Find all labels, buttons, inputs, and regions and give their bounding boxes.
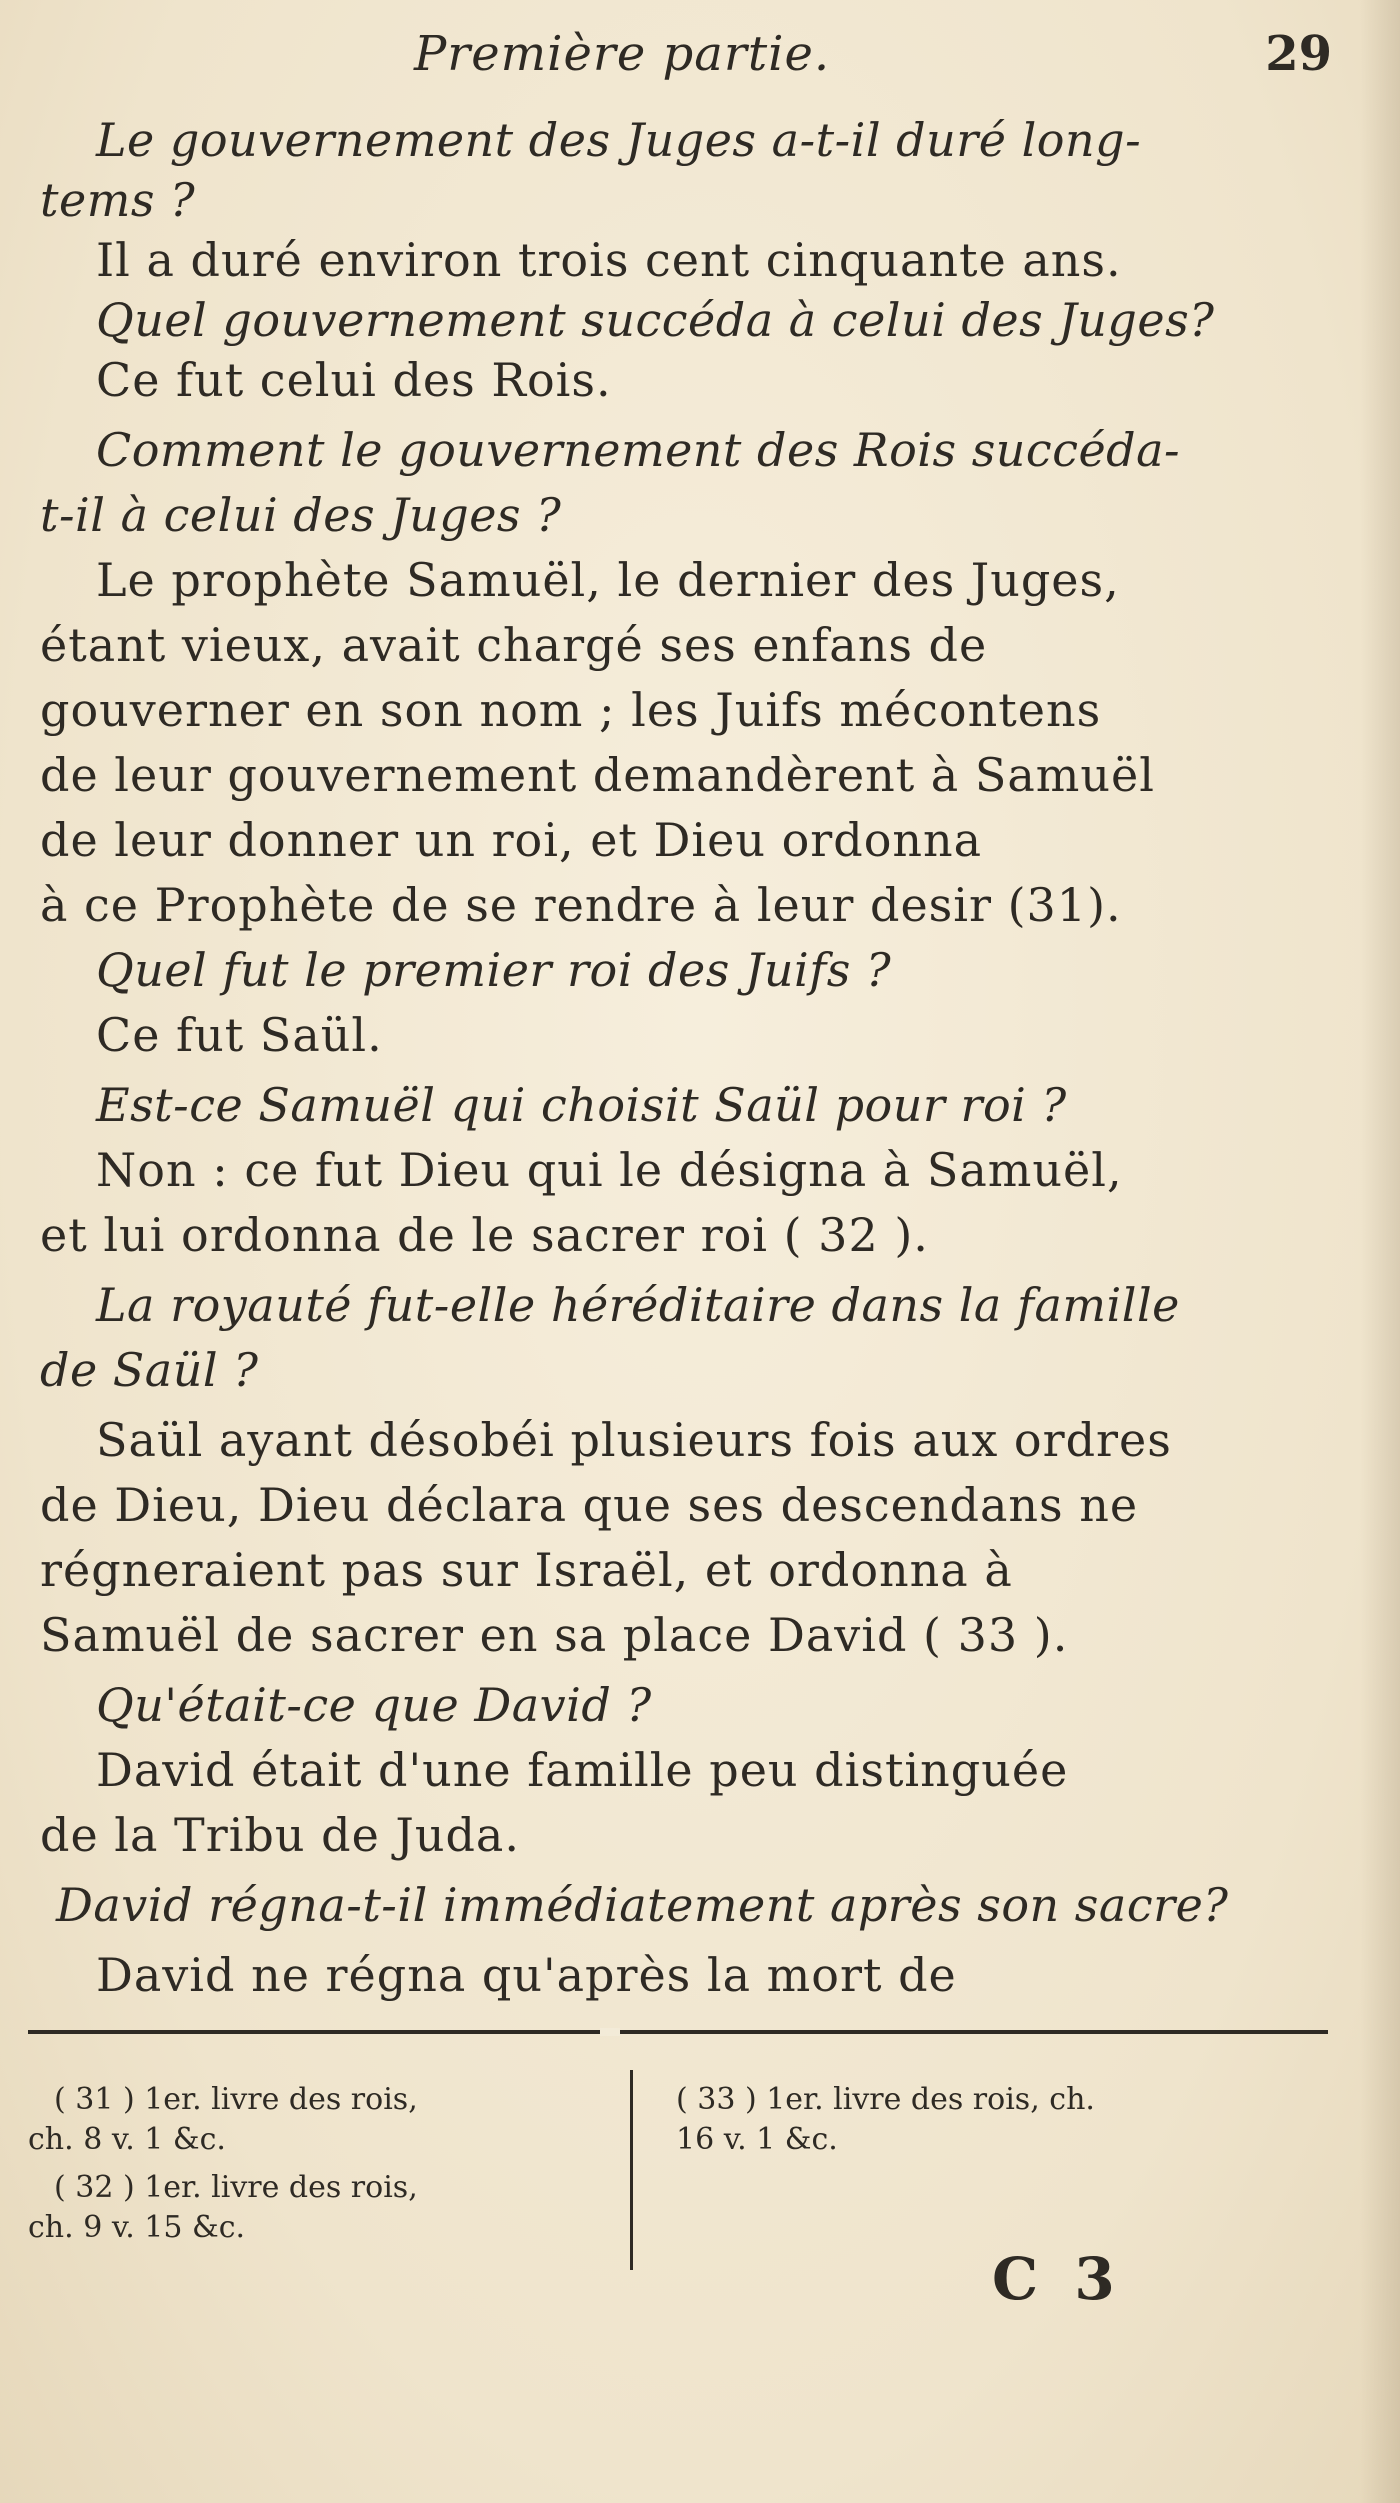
- signature-mark: C 3: [992, 2245, 1123, 2313]
- text-line: Il a duré environ trois cent cinquante ans.: [96, 233, 1122, 287]
- text-line: David régna-t-il immédiatement après son sacre?: [56, 1878, 1229, 1932]
- text-line: Comment le gouvernement des Rois succéda-: [96, 423, 1181, 477]
- text-line: à ce Prophète de se rendre à leur desir (31).: [40, 878, 1122, 932]
- text-line: Quel gouvernement succéda à celui des Juges?: [96, 293, 1215, 347]
- text-line: de la Tribu de Juda.: [40, 1808, 520, 1862]
- footnote-line: ( 31 ) 1er. livre des rois,: [54, 2082, 418, 2117]
- page-header: [0, 22, 1400, 82]
- text-line: Le prophète Samuël, le dernier des Juges,: [96, 553, 1120, 607]
- text-line: de leur gouvernement demandèrent à Samuël: [40, 748, 1155, 802]
- text-line: gouverner en son nom ; les Juifs mécontens: [40, 683, 1102, 737]
- text-line: Ce fut celui des Rois.: [96, 353, 612, 407]
- footnote-line: ( 32 ) 1er. livre des rois,: [54, 2170, 418, 2205]
- text-line: La royauté fut-elle héréditaire dans la famille: [96, 1278, 1180, 1332]
- text-line: régneraient pas sur Israël, et ordonna à: [40, 1543, 1013, 1597]
- text-line: Qu'était-ce que David ?: [96, 1678, 652, 1732]
- text-line: de Saül ?: [40, 1343, 259, 1397]
- footnote-rule: [28, 2030, 1328, 2034]
- text-line: t-il à celui des Juges ?: [40, 488, 562, 542]
- text-line: David était d'une famille peu distinguée: [96, 1743, 1069, 1797]
- footnote-line: ( 33 ) 1er. livre des rois, ch.: [676, 2082, 1095, 2117]
- footnotes: [0, 2060, 1400, 2260]
- text-line: Ce fut Saül.: [96, 1008, 383, 1062]
- text-line: Saül ayant désobéi plusieurs fois aux ordres: [96, 1413, 1172, 1467]
- footnote-column-divider: [630, 2070, 633, 2270]
- text-line: Samuël de sacrer en sa place David ( 33 ).: [40, 1608, 1069, 1662]
- text-line: David ne régna qu'après la mort de: [96, 1948, 957, 2002]
- text-line: et lui ordonna de le sacrer roi ( 32 ).: [40, 1208, 929, 1262]
- text-line: de Dieu, Dieu déclara que ses descendans ne: [40, 1478, 1139, 1532]
- text-line: Le gouvernement des Juges a-t-il duré long-: [96, 113, 1142, 167]
- footnote-rule-gap: [600, 2028, 620, 2036]
- text-line: étant vieux, avait chargé ses enfans de: [40, 618, 988, 672]
- text-line: de leur donner un roi, et Dieu ordonna: [40, 813, 983, 867]
- page-number: 29: [1265, 26, 1332, 82]
- running-title: Première partie.: [414, 26, 831, 82]
- text-line: Non : ce fut Dieu qui le désigna à Samuël,: [96, 1143, 1123, 1197]
- footnote-line: 16 v. 1 &c.: [676, 2122, 838, 2157]
- text-line: tems ?: [40, 173, 196, 227]
- footnote-line: ch. 8 v. 1 &c.: [28, 2122, 226, 2157]
- text-line: Quel fut le premier roi des Juifs ?: [96, 943, 892, 997]
- text-line: Est-ce Samuël qui choisit Saül pour roi ?: [96, 1078, 1067, 1132]
- footnote-line: ch. 9 v. 15 &c.: [28, 2210, 246, 2245]
